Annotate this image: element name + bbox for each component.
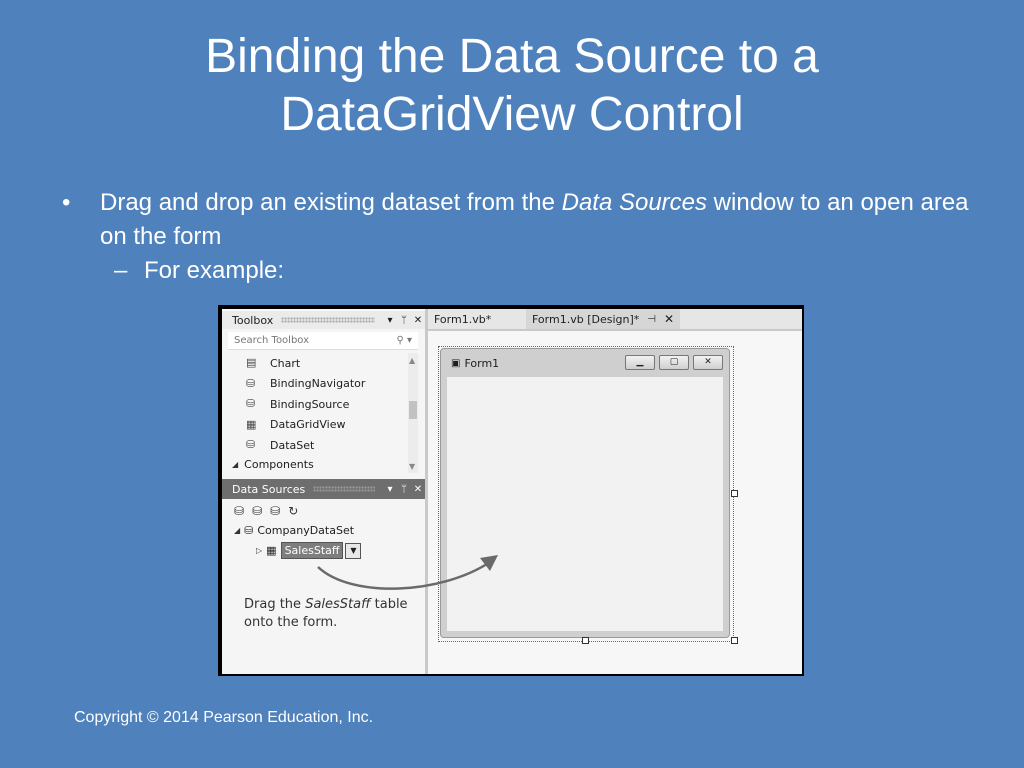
visual-studio-window	[222, 309, 802, 674]
grip-dots	[281, 317, 375, 323]
hint-line-1	[244, 596, 408, 614]
close-icon[interactable]: ✕	[693, 355, 723, 370]
maximize-icon[interactable]: ▢	[659, 355, 689, 370]
minimize-icon[interactable]: ▁	[625, 355, 655, 370]
pin-icon[interactable]: ᛘ	[401, 483, 407, 495]
toolbox-item-datagridview[interactable]	[228, 415, 406, 436]
close-icon[interactable]: ✕	[413, 483, 423, 495]
edit-dataset-icon[interactable]: ⛁	[252, 504, 263, 518]
tree-item-table[interactable]	[256, 542, 361, 559]
title-line-1: Binding the Data Source to a	[205, 30, 819, 83]
search-icon[interactable]: ⚲ ▾	[396, 335, 412, 346]
grip-dots	[313, 486, 375, 492]
pin-icon[interactable]: ⊣	[647, 313, 656, 325]
bullet-1	[62, 186, 982, 254]
left-panels	[222, 309, 428, 674]
hint-line-2: onto the form.	[244, 615, 338, 630]
toolbox-item-bindingnavigator[interactable]	[228, 374, 406, 395]
copyright: Copyright © 2014 Pearson Education, Inc.	[74, 709, 374, 726]
dataset-icon: ⛁	[246, 438, 256, 452]
scroll-down-icon[interactable]: ▼	[409, 462, 416, 471]
tab-form1-code[interactable]	[428, 309, 497, 329]
search-toolbox-input[interactable]	[228, 332, 418, 350]
hint-text-end: table	[370, 597, 408, 612]
dataset-label: CompanyDataSet	[257, 524, 355, 537]
hint-emphasis: SalesStaff	[305, 597, 371, 612]
table-icon: ▦	[266, 544, 277, 557]
sub-bullet-dash: –	[114, 257, 128, 284]
toolbox-item-label: DataSet	[270, 438, 315, 452]
form1-client-area[interactable]	[447, 377, 723, 631]
resize-handle-right[interactable]	[731, 490, 738, 497]
salesstaff-node[interactable]: SalesStaff	[281, 542, 344, 559]
collapsed-triangle-icon: ▷	[256, 546, 263, 555]
add-data-source-icon[interactable]: ⛁	[234, 504, 245, 518]
close-icon[interactable]: ✕	[663, 312, 675, 326]
resize-handle-corner[interactable]	[731, 637, 738, 644]
form-icon: ▣	[451, 357, 461, 369]
tab-label: Form1.vb*	[434, 312, 492, 326]
toolbox-section-components[interactable]	[228, 456, 406, 474]
form1-title-bar[interactable]	[441, 349, 729, 377]
window-buttons	[625, 355, 723, 370]
bullet-emphasis: Data Sources	[561, 189, 708, 216]
toolbox-item-label: BindingSource	[270, 397, 350, 411]
toolbox-item-label: Chart	[270, 356, 301, 370]
dataset-icon: ⛁	[244, 524, 254, 537]
bullet-text-start: Drag and drop an existing dataset from the	[100, 189, 562, 216]
title-line-2: DataGridView Control	[280, 88, 744, 141]
drag-hint	[244, 596, 408, 632]
chevron-down-icon[interactable]: ▼	[345, 543, 361, 559]
toolbox-item-bindingsource[interactable]	[228, 394, 406, 415]
tab-form1-design[interactable]	[526, 309, 680, 329]
chart-icon: ▤	[246, 356, 257, 370]
binding-source-icon: ⛁	[246, 397, 256, 411]
tree-item-dataset[interactable]	[234, 524, 354, 537]
scroll-thumb[interactable]	[409, 401, 417, 419]
scroll-up-icon[interactable]: ▲	[409, 356, 416, 365]
toolbox-item-label: DataGridView	[270, 418, 346, 432]
search-placeholder: Search Toolbox	[234, 335, 310, 346]
toolbox-list	[228, 353, 406, 474]
datagridview-icon: ▦	[246, 417, 257, 431]
toolbox-scrollbar[interactable]	[408, 353, 418, 473]
bullet-text	[100, 186, 982, 254]
toolbox-title: Toolbox	[232, 313, 274, 327]
form-designer[interactable]	[428, 331, 802, 674]
expanded-triangle-icon: ◢	[234, 526, 241, 535]
slide-title	[0, 28, 1024, 144]
toolbox-header	[222, 311, 425, 329]
toolbox-item-label: BindingNavigator	[270, 377, 366, 391]
dropdown-icon[interactable]: ▾	[387, 314, 393, 326]
toolbox-item-chart[interactable]	[228, 353, 406, 374]
document-tabs	[428, 309, 802, 329]
refresh-icon[interactable]: ↻	[288, 504, 299, 518]
form1-title: Form1	[464, 356, 500, 370]
binding-navigator-icon: ⛁	[246, 376, 256, 390]
bullet-text-end: window to an open area on the form	[100, 189, 969, 250]
dropdown-icon[interactable]: ▾	[387, 483, 393, 495]
sub-bullet	[114, 254, 982, 288]
ide-screenshot	[218, 305, 804, 676]
sub-bullet-text: For example:	[144, 257, 285, 284]
configure-dataset-icon[interactable]: ⛁	[270, 504, 281, 518]
tab-label: Form1.vb [Design]*	[532, 312, 640, 326]
section-label: Components	[244, 458, 314, 471]
bullet-dot: •	[62, 189, 71, 216]
hint-text-start: Drag the	[244, 597, 306, 612]
pin-icon[interactable]: ᛘ	[401, 314, 407, 326]
collapse-triangle-icon: ◢	[232, 460, 239, 469]
resize-handle-bottom[interactable]	[582, 637, 589, 644]
form1-window[interactable]	[440, 348, 730, 638]
bullet-list	[62, 186, 982, 288]
data-sources-toolbar	[234, 504, 298, 518]
data-sources-title: Data Sources	[232, 482, 306, 496]
data-sources-header	[222, 479, 425, 499]
close-icon[interactable]: ✕	[413, 314, 423, 326]
toolbox-item-dataset[interactable]	[228, 435, 406, 456]
